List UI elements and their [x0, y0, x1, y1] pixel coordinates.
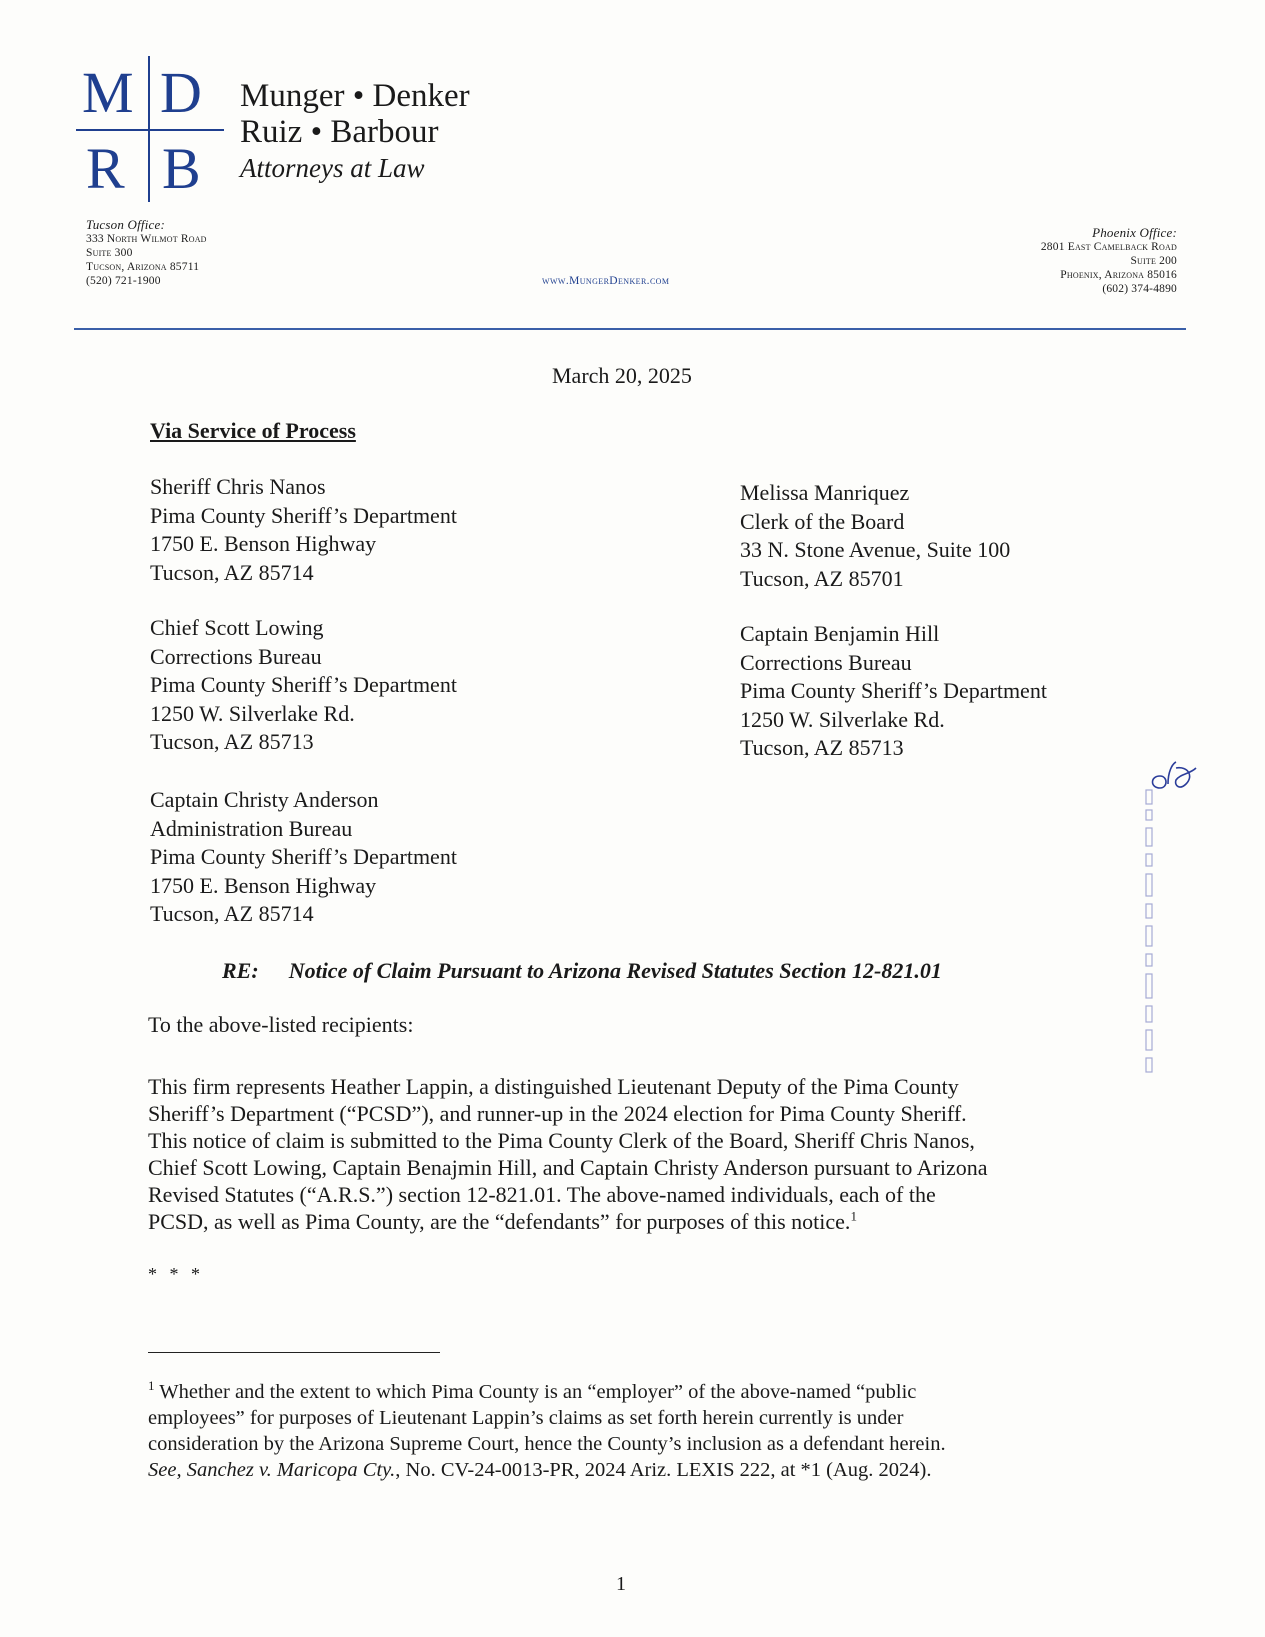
- phoenix-suite: Suite 200: [1130, 255, 1177, 267]
- logo-letter-r: R: [86, 136, 125, 201]
- recipient-line: Administration Bureau: [150, 815, 353, 841]
- letter-date: March 20, 2025: [552, 363, 692, 388]
- recipient-line: 33 N. Stone Avenue, Suite 100: [740, 537, 1011, 562]
- recipient-line: 1750 E. Benson Highway: [150, 872, 377, 898]
- body-line-last: [148, 1208, 1078, 1235]
- footnote-number: 1: [148, 1378, 155, 1394]
- recipient-line: Tucson, AZ 85714: [150, 901, 314, 926]
- delivery-method: Via Service of Process: [150, 418, 356, 443]
- tucson-office-heading: Tucson Office:: [86, 217, 165, 232]
- phoenix-street: 2801 East Camelback Road: [1040, 241, 1177, 253]
- recipient-block: [150, 473, 457, 587]
- letterhead-divider: [74, 328, 1186, 330]
- logo-letter-d: D: [160, 60, 202, 125]
- recipient-line: Tucson, AZ 85713: [150, 729, 314, 754]
- tucson-office-address: [86, 218, 207, 288]
- recipient-line: Pima County Sheriff’s Department: [740, 678, 1047, 703]
- page-number: 1: [616, 1573, 626, 1595]
- recipient-line: Tucson, AZ 85713: [740, 735, 904, 760]
- tucson-suite: Suite 300: [86, 247, 133, 259]
- firm-website-link[interactable]: www.MungerDenker.com: [542, 275, 670, 287]
- phoenix-office-heading: Phoenix Office:: [1092, 225, 1177, 240]
- body-line: PCSD, as well as Pima County, are the “defendants” for purposes of this notice.: [148, 1209, 851, 1234]
- subject-text: Notice of Claim Pursuant to Arizona Revised Statutes Section 12-821.01: [288, 958, 942, 983]
- recipient-line: Melissa Manriquez: [740, 480, 910, 505]
- recipient-line: Pima County Sheriff’s Department: [150, 672, 457, 697]
- subject-label: RE:: [222, 958, 259, 983]
- recipient-block: [150, 614, 457, 757]
- body-line: This notice of claim is submitted to the Pima County Clerk of the Board, Sheriff Chris Nanos,: [148, 1128, 975, 1153]
- logo-horizontal-line: [76, 129, 224, 131]
- recipient-line: 1250 W. Silverlake Rd.: [740, 706, 945, 732]
- recipient-line: Corrections Bureau: [740, 649, 912, 675]
- phoenix-city: Phoenix, Arizona 85016: [1060, 269, 1177, 281]
- recipient-block: [740, 620, 1047, 763]
- recipient-line: Sheriff Chris Nanos: [150, 474, 326, 499]
- recipient-line: Captain Benjamin Hill: [740, 621, 940, 646]
- recipient-block: [150, 786, 457, 929]
- received-stamp: [1140, 780, 1170, 1080]
- recipient-line: 1250 W. Silverlake Rd.: [150, 700, 355, 726]
- footnote-reference[interactable]: 1: [850, 1208, 857, 1224]
- body-line: Chief Scott Lowing, Captain Benajmin Hill, and Captain Christy Anderson pursuant to Arizona: [148, 1155, 988, 1180]
- salutation: To the above-listed recipients:: [148, 1012, 414, 1037]
- body-line: Revised Statutes (“A.R.S.”) section 12-821.01. The above-named individuals, each of the: [148, 1182, 936, 1207]
- footnote-divider: [148, 1352, 440, 1353]
- footnote: [148, 1379, 1128, 1483]
- recipient-line: Pima County Sheriff’s Department: [150, 844, 457, 869]
- footnote-line: consideration by the Arizona Supreme Court, hence the County’s inclusion as a defendant herein.: [148, 1433, 946, 1455]
- recipient-line: Corrections Bureau: [150, 643, 322, 669]
- firm-tagline: Attorneys at Law: [240, 153, 425, 183]
- firm-name-line1: Munger • Denker: [240, 78, 470, 114]
- recipient-line: Tucson, AZ 85714: [150, 559, 314, 585]
- body-line: Sheriff’s Department (“PCSD”), and runner-up in the 2024 election for Pima County Sheriff.: [148, 1101, 967, 1126]
- citation-details: , No. CV-24-0013-PR, 2024 Ariz. LEXIS 222, at *1 (Aug. 2024).: [395, 1459, 932, 1481]
- tucson-street: 333 North Wilmot Road: [86, 233, 207, 245]
- tucson-phone: (520) 721-1900: [86, 275, 161, 287]
- recipient-line: 1750 E. Benson Highway: [150, 531, 377, 556]
- recipient-line: Clerk of the Board: [740, 508, 905, 534]
- recipient-line: Chief Scott Lowing: [150, 615, 324, 640]
- body-line: This firm represents Heather Lappin, a distinguished Lieutenant Deputy of the Pima County: [148, 1074, 959, 1099]
- footnote-citation: [148, 1457, 1128, 1483]
- logo-letter-m: M: [82, 60, 134, 125]
- recipient-line: Tucson, AZ 85701: [740, 565, 904, 591]
- phoenix-office-address: [1041, 226, 1177, 296]
- firm-name-line2: Ruiz • Barbour: [240, 114, 439, 150]
- footnote-line-first: [148, 1379, 1128, 1405]
- phoenix-phone: (602) 374-4890: [1102, 283, 1177, 295]
- recipient-line: Captain Christy Anderson: [150, 787, 379, 812]
- recipient-block: [740, 479, 1010, 593]
- footnote-line: employees” for purposes of Lieutenant Lappin’s claims as set forth herein currently is under: [148, 1407, 904, 1429]
- firm-name: [240, 78, 470, 186]
- firm-logo: [76, 50, 226, 200]
- logo-letter-b: B: [162, 136, 201, 201]
- body-paragraph: [148, 1073, 1078, 1235]
- tucson-city: Tucson, Arizona 85711: [86, 261, 200, 273]
- citation-case-name: See, Sanchez v. Maricopa Cty.: [148, 1459, 396, 1481]
- subject-line: [222, 958, 942, 984]
- section-separator: * * *: [148, 1264, 204, 1284]
- footnote-line: Whether and the extent to which Pima County is an “employer” of the above-named “public: [159, 1381, 917, 1403]
- recipient-line: Pima County Sheriff’s Department: [150, 502, 457, 528]
